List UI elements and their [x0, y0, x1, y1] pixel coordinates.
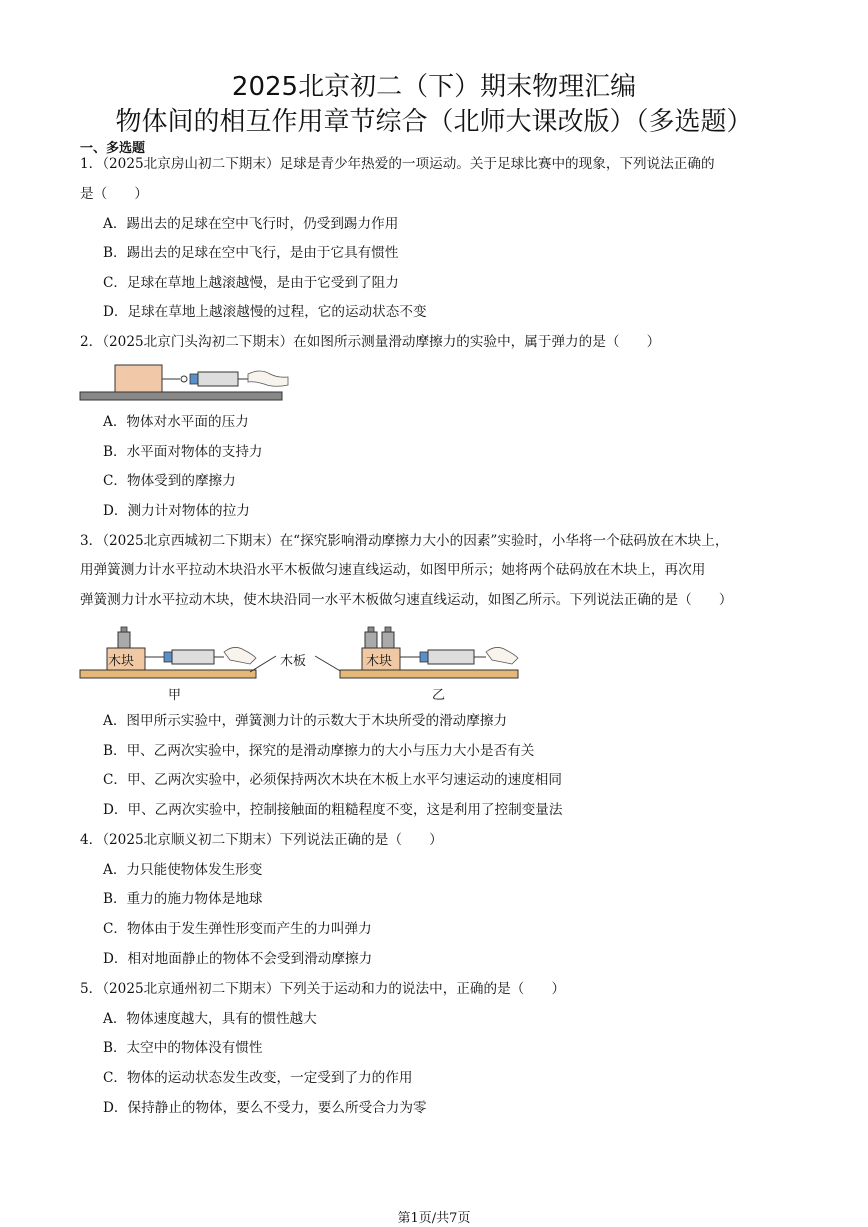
- block-label-right: 木块: [366, 654, 393, 669]
- question-2-option-c: C．物体受到的摩擦力: [103, 473, 236, 489]
- figure-caption-left: 甲: [168, 688, 182, 703]
- board-label: 木板: [280, 654, 307, 669]
- figure-caption-right: 乙: [432, 688, 446, 703]
- friction-figure-q2: [80, 362, 290, 402]
- question-3-option-a: A．图甲所示实验中，弹簧测力计的示数大于木块所受的滑动摩擦力: [103, 713, 508, 729]
- block-label-left: 木块: [108, 654, 135, 669]
- question-1-option-c: C．足球在草地上越滚越慢，是由于它受到了阻力: [103, 275, 399, 291]
- question-5-option-d: D．保持静止的物体，要么不受力，要么所受合力为零: [103, 1100, 427, 1116]
- question-4-option-c: C．物体由于发生弹性形变而产生的力叫弹力: [103, 921, 372, 937]
- question-3-line-2: 用弹簧测力计水平拉动木块沿水平木板做匀速直线运动，如图甲所示；她将两个砝码放在木块上，再次用: [80, 562, 706, 578]
- question-3-option-d: D．甲、乙两次实验中，控制接触面的粗糙程度不变，这是利用了控制变量法: [103, 802, 563, 818]
- question-5-option-b: B．太空中的物体没有惯性: [103, 1040, 263, 1056]
- question-5-option-c: C．物体的运动状态发生改变，一定受到了力的作用: [103, 1070, 413, 1086]
- question-4-line-1: 4．（2025北京顺义初二下期末）下列说法正确的是（ ）: [80, 832, 443, 848]
- question-3-option-b: B．甲、乙两次实验中，探究的是滑动摩擦力的大小与压力大小是否有关: [103, 743, 535, 759]
- question-5-option-a: A．物体速度越大，具有的惯性越大: [103, 1011, 317, 1027]
- question-2-option-b: B．水平面对物体的支持力: [103, 444, 263, 460]
- question-4-option-b: B．重力的施力物体是地球: [103, 891, 263, 907]
- question-3-option-c: C．甲、乙两次实验中，必须保持两次木块在木板上水平匀速运动的速度相同: [103, 772, 562, 788]
- question-1-option-a: A．踢出去的足球在空中飞行时，仍受到踢力作用: [103, 216, 399, 232]
- question-4-option-d: D．相对地面静止的物体不会受到滑动摩擦力: [103, 951, 373, 967]
- page-title: 2025北京初二（下）期末物理汇编: [231, 72, 637, 102]
- section-heading: 一、多选题: [80, 141, 146, 156]
- question-2-line-1: 2．（2025北京门头沟初二下期末）在如图所示测量滑动摩擦力的实验中，属于弹力的是（ ）: [80, 334, 661, 350]
- question-3-line-1: 3．（2025北京西城初二下期末）在“探究影响滑动摩擦力大小的因素”实验时，小华将一个砝码放在木块上，: [80, 533, 729, 549]
- question-1-line-2: 是（ ）: [80, 186, 148, 202]
- question-1-option-d: D．足球在草地上越滚越慢的过程，它的运动状态不变: [103, 304, 427, 320]
- question-2-option-a: A．物体对水平面的压力: [103, 414, 249, 430]
- question-2-option-d: D．测力计对物体的拉力: [103, 503, 250, 519]
- page-footer: 第1页/共7页: [397, 1211, 471, 1226]
- question-3-line-3: 弹簧测力计水平拉动木块，使木块沿同一水平木板做匀速直线运动，如图乙所示。下列说法正确的是（ ）: [80, 592, 733, 608]
- question-5-line-1: 5．（2025北京通州初二下期末）下列关于运动和力的说法中，正确的是（ ）: [80, 981, 566, 997]
- question-4-option-a: A．力只能使物体发生形变: [103, 862, 263, 878]
- question-1-option-b: B．踢出去的足球在空中飞行，是由于它具有惯性: [103, 245, 399, 261]
- page-subtitle: 物体间的相互作用章节综合（北师大课改版）（多选题）: [115, 107, 753, 137]
- question-1-line-1: 1．（2025北京房山初二下期末）足球是青少年热爱的一项运动。关于足球比赛中的现象，下列说法正确的: [80, 156, 715, 172]
